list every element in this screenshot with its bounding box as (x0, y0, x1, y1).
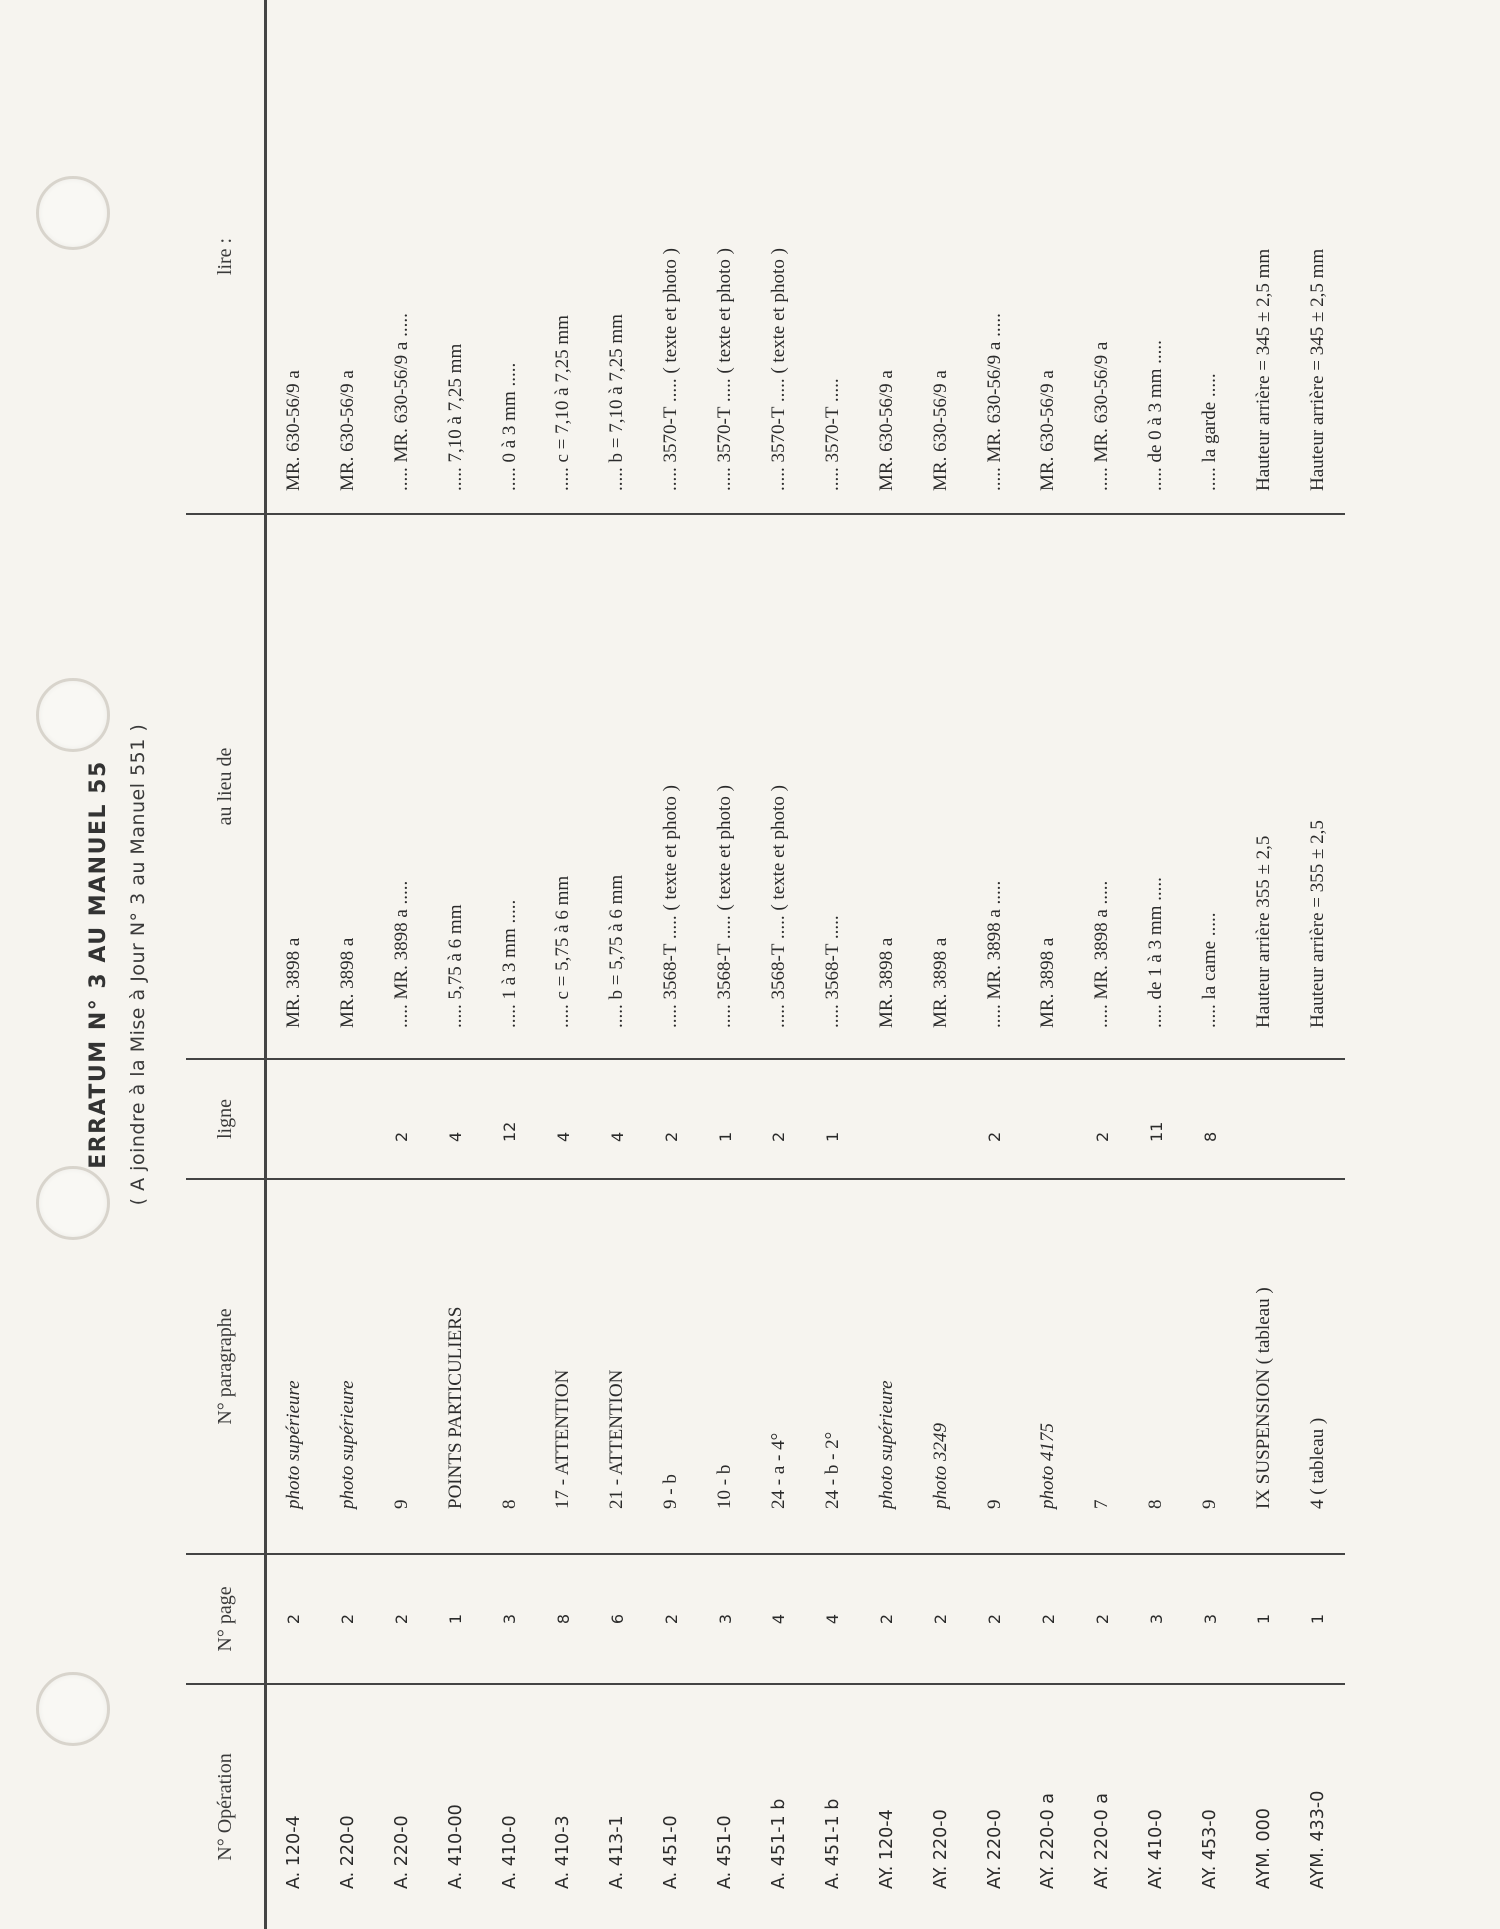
operation-cell: AY. 220-0 (984, 1809, 1005, 1889)
operation-cell: A. 120-4 (283, 1815, 304, 1889)
instead-cell: ..... 3568-T ..... ( texte et photo ) (698, 514, 752, 1059)
table-row (806, 0, 860, 1929)
read-cell: ..... c = 7,10 à 7,25 mm (536, 0, 590, 514)
instead-cell: ..... MR. 3898 a ..... (968, 514, 1022, 1059)
read-cell: Hauteur arrière = 345 ± 2,5 mm (1237, 0, 1291, 514)
operation-cell: AY. 453-0 (1200, 1809, 1221, 1889)
header-page: N° page (186, 1554, 266, 1684)
table-row (590, 0, 644, 1929)
line-cell: 2 (644, 1059, 698, 1179)
read-cell: ..... b = 7,10 à 7,25 mm (590, 0, 644, 514)
paragraph-cell: 9 (968, 1179, 1022, 1554)
read-cell: ..... 7,10 à 7,25 mm (429, 0, 483, 514)
line-cell (860, 1059, 914, 1179)
instead-cell: ..... 1 à 3 mm ..... (483, 514, 537, 1059)
operation-cell: AY. 120-4 (876, 1809, 897, 1889)
paragraph-cell: POINTS PARTICULIERS (429, 1179, 483, 1554)
operation-cell: A. 451-1 b (768, 1798, 789, 1889)
read-cell: ..... 3570-T ..... ( texte et photo ) (752, 0, 806, 514)
table-row (266, 0, 321, 1929)
instead-cell: Hauteur arrière = 355 ± 2,5 (1291, 514, 1345, 1059)
line-cell: 4 (429, 1059, 483, 1179)
instead-cell: ..... MR. 3898 a ..... (375, 514, 429, 1059)
paragraph-cell: 9 (1183, 1179, 1237, 1554)
page-cell: 2 (860, 1554, 914, 1684)
instead-cell: Hauteur arrière 355 ± 2,5 (1237, 514, 1291, 1059)
operation-cell: AY. 220-0 a (1092, 1792, 1113, 1889)
page-cell: 1 (1291, 1554, 1345, 1684)
read-cell: ..... MR. 630-56/9 a ..... (968, 0, 1022, 514)
table-row (968, 0, 1022, 1929)
header-operation: N° Opération (186, 1684, 266, 1929)
page-cell: 2 (914, 1554, 968, 1684)
read-cell: ..... de 0 à 3 mm ..... (1129, 0, 1183, 514)
line-cell: 8 (1183, 1059, 1237, 1179)
read-cell: ..... 3570-T ..... ( texte et photo ) (644, 0, 698, 514)
line-cell: 2 (375, 1059, 429, 1179)
paragraph-cell: photo supérieure (266, 1179, 321, 1554)
table-row (698, 0, 752, 1929)
table-row (536, 0, 590, 1929)
page-cell: 1 (1237, 1554, 1291, 1684)
read-cell: ..... la garde ..... (1183, 0, 1237, 514)
operation-cell: A. 410-00 (445, 1804, 466, 1889)
table-row (1129, 0, 1183, 1929)
line-cell: 12 (483, 1059, 537, 1179)
table-row (1021, 0, 1075, 1929)
instead-cell: ..... la came ..... (1183, 514, 1237, 1059)
read-cell: MR. 630-56/9 a (266, 0, 321, 514)
read-cell: ..... 3570-T ..... (806, 0, 860, 514)
page-cell: 8 (536, 1554, 590, 1684)
operation-cell: A. 410-0 (499, 1815, 520, 1889)
header-instead: au lieu de (186, 514, 266, 1059)
read-cell: Hauteur arrière = 345 ± 2,5 mm (1291, 0, 1345, 514)
header-line: ligne (186, 1059, 266, 1179)
table-row (1237, 0, 1291, 1929)
paragraph-cell: 17 - ATTENTION (536, 1179, 590, 1554)
line-cell: 11 (1129, 1059, 1183, 1179)
instead-cell: MR. 3898 a (321, 514, 375, 1059)
page-cell: 6 (590, 1554, 644, 1684)
read-cell: MR. 630-56/9 a (321, 0, 375, 514)
table-row (375, 0, 429, 1929)
table-row (644, 0, 698, 1929)
page-cell: 3 (698, 1554, 752, 1684)
erratum-title: ERRATUM N° 3 AU MANUEL 55 (86, 760, 111, 1169)
page-cell: 2 (1021, 1554, 1075, 1684)
page-cell: 3 (1183, 1554, 1237, 1684)
table-row (1291, 0, 1345, 1929)
table-row (1075, 0, 1129, 1929)
paragraph-cell: 24 - a - 4° (752, 1179, 806, 1554)
paragraph-cell: 9 (375, 1179, 429, 1554)
operation-cell: A. 410-3 (553, 1815, 574, 1889)
table-row (752, 0, 806, 1929)
paragraph-cell: photo 3249 (914, 1179, 968, 1554)
table-row (860, 0, 914, 1929)
paragraph-cell: 21 - ATTENTION (590, 1179, 644, 1554)
paragraph-cell: photo 4175 (1021, 1179, 1075, 1554)
page-cell: 2 (644, 1554, 698, 1684)
table-body (266, 0, 1345, 1929)
paragraph-cell: 4 ( tableau ) (1291, 1179, 1345, 1554)
line-cell: 2 (968, 1059, 1022, 1179)
instead-cell: ..... de 1 à 3 mm ..... (1129, 514, 1183, 1059)
instead-cell: MR. 3898 a (266, 514, 321, 1059)
operation-cell: A. 451-1 b (822, 1798, 843, 1889)
page-cell: 2 (375, 1554, 429, 1684)
operation-cell: A. 220-0 (391, 1815, 412, 1889)
page-cell: 2 (266, 1554, 321, 1684)
paragraph-cell: photo supérieure (321, 1179, 375, 1554)
operation-cell: A. 451-0 (661, 1815, 682, 1889)
table-row (1183, 0, 1237, 1929)
read-cell: ..... MR. 630-56/9 a (1075, 0, 1129, 514)
erratum-table (186, 0, 1345, 1929)
header-read: lire : (186, 0, 266, 514)
instead-cell: ..... 3568-T ..... ( texte et photo ) (644, 514, 698, 1059)
operation-cell: AYM. 000 (1253, 1808, 1274, 1889)
paragraph-cell: 7 (1075, 1179, 1129, 1554)
instead-cell: ..... MR. 3898 a ..... (1075, 514, 1129, 1059)
operation-cell: AY. 220-0 a (1038, 1792, 1059, 1889)
page-cell: 2 (321, 1554, 375, 1684)
instead-cell: ..... c = 5,75 à 6 mm (536, 514, 590, 1059)
line-cell: 4 (590, 1059, 644, 1179)
instead-cell: MR. 3898 a (914, 514, 968, 1059)
page-cell: 3 (483, 1554, 537, 1684)
heading (86, 0, 149, 1929)
operation-cell: AY. 220-0 (930, 1809, 951, 1889)
paragraph-cell: 8 (483, 1179, 537, 1554)
operation-cell: A. 413-1 (607, 1815, 628, 1889)
read-cell: MR. 630-56/9 a (860, 0, 914, 514)
operation-cell: AYM. 433-0 (1307, 1790, 1328, 1889)
line-cell (1291, 1059, 1345, 1179)
page-cell: 4 (806, 1554, 860, 1684)
instead-cell: ..... b = 5,75 à 6 mm (590, 514, 644, 1059)
paragraph-cell: photo supérieure (860, 1179, 914, 1554)
line-cell (914, 1059, 968, 1179)
read-cell: ..... 0 à 3 mm ..... (483, 0, 537, 514)
operation-cell: AY. 410-0 (1146, 1809, 1167, 1889)
read-cell: MR. 630-56/9 a (914, 0, 968, 514)
read-cell: MR. 630-56/9 a (1021, 0, 1075, 514)
line-cell (266, 1059, 321, 1179)
paragraph-cell: 8 (1129, 1179, 1183, 1554)
operation-cell: A. 220-0 (337, 1815, 358, 1889)
paragraph-cell: 10 - b (698, 1179, 752, 1554)
read-cell: ..... 3570-T ..... ( texte et photo ) (698, 0, 752, 514)
instead-cell: MR. 3898 a (860, 514, 914, 1059)
read-cell: ..... MR. 630-56/9 a ..... (375, 0, 429, 514)
line-cell: 1 (698, 1059, 752, 1179)
page-cell: 1 (429, 1554, 483, 1684)
line-cell (1237, 1059, 1291, 1179)
line-cell (321, 1059, 375, 1179)
table-row (914, 0, 968, 1929)
paragraph-cell: 24 - b - 2° (806, 1179, 860, 1554)
paragraph-cell: IX SUSPENSION ( tableau ) (1237, 1179, 1291, 1554)
operation-cell: A. 451-0 (715, 1815, 736, 1889)
table-row (321, 0, 375, 1929)
table-row (429, 0, 483, 1929)
line-cell: 1 (806, 1059, 860, 1179)
instead-cell: ..... 3568-T ..... (806, 514, 860, 1059)
table-header-row (186, 0, 266, 1929)
instead-cell: ..... 5,75 à 6 mm (429, 514, 483, 1059)
header-paragraph: N° paragraphe (186, 1179, 266, 1554)
line-cell (1021, 1059, 1075, 1179)
erratum-subtitle: ( A joindre à la Mise à Jour N° 3 au Manuel 551 ) (127, 723, 149, 1206)
instead-cell: MR. 3898 a (1021, 514, 1075, 1059)
line-cell: 2 (1075, 1059, 1129, 1179)
table-row (483, 0, 537, 1929)
page-cell: 2 (968, 1554, 1022, 1684)
page-cell: 3 (1129, 1554, 1183, 1684)
line-cell: 2 (752, 1059, 806, 1179)
page-cell: 2 (1075, 1554, 1129, 1684)
line-cell: 4 (536, 1059, 590, 1179)
page-cell: 4 (752, 1554, 806, 1684)
instead-cell: ..... 3568-T ..... ( texte et photo ) (752, 514, 806, 1059)
paragraph-cell: 9 - b (644, 1179, 698, 1554)
